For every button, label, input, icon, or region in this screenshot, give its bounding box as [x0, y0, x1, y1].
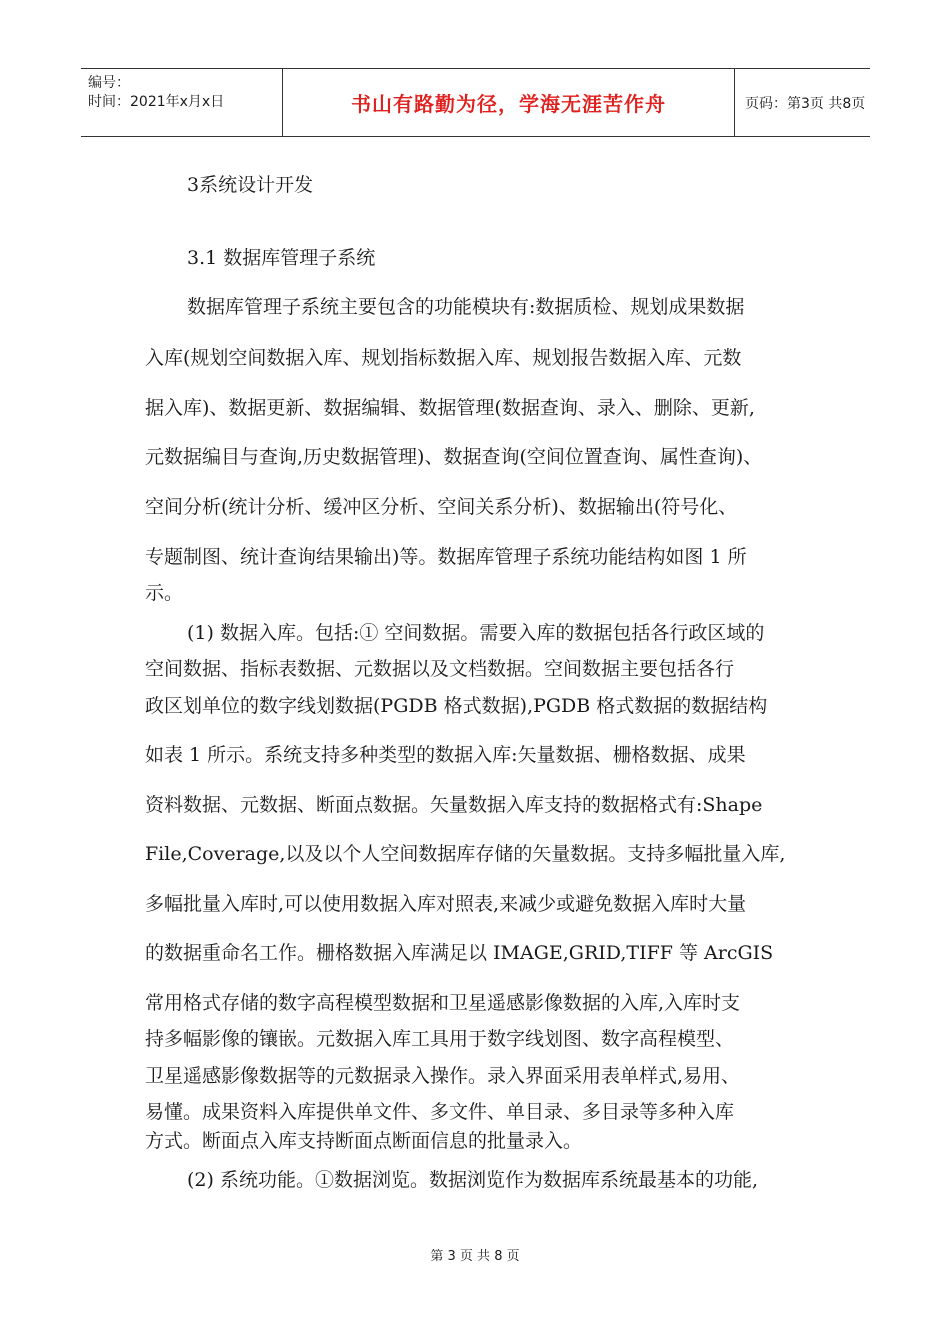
subsection-heading: 3.1 数据库管理子系统	[187, 247, 376, 269]
number-label: 编号：	[88, 75, 130, 91]
page-footer: 第 3 页 共 8 页	[430, 1249, 520, 1264]
section-heading: 3系统设计开发	[187, 174, 314, 196]
paragraph-line: 如表 1 所示。系统支持多种类型的数据入库:矢量数据、栅格数据、成果	[145, 744, 746, 766]
paragraph-line: (2) 系统功能。①数据浏览。数据浏览作为数据库系统最基本的功能,	[187, 1169, 758, 1191]
paragraph-line: File,Coverage,以及以个人空间数据库存储的矢量数据。支持多幅批量入库,	[145, 843, 786, 865]
paragraph-line: 空间数据、指标表数据、元数据以及文档数据。空间数据主要包括各行	[145, 658, 735, 680]
paragraph-line: 资料数据、元数据、断面点数据。矢量数据入库支持的数据格式有:Shape	[145, 794, 763, 816]
paragraph-line: 常用格式存储的数字高程模型数据和卫星遥感影像数据的入库,入库时支	[145, 992, 741, 1014]
paragraph-line: 空间分析(统计分析、缓冲区分析、空间关系分析)、数据输出(符号化、	[145, 496, 738, 518]
paragraph-line: 示。	[145, 582, 184, 604]
paragraph-line: 数据库管理子系统主要包含的功能模块有:数据质检、规划成果数据	[187, 296, 745, 318]
paragraph-line: 易懂。成果资料入库提供单文件、多文件、单目录、多目录等多种入库	[145, 1101, 735, 1123]
paragraph-line: 专题制图、统计查询结果输出)等。数据库管理子系统功能结构如图 1 所	[145, 546, 747, 568]
paragraph-line: 持多幅影像的镶嵌。元数据入库工具用于数字线划图、数字高程模型、	[145, 1028, 735, 1050]
header-page-number: 页码：第3页 共8页	[745, 95, 866, 112]
paragraph-line: 的数据重命名工作。栅格数据入库满足以 IMAGE,GRID,TIFF 等 ArcGIS	[145, 942, 774, 964]
page-header	[81, 68, 870, 137]
header-motto: 书山有路勤为径，学海无涯苦作舟	[282, 69, 735, 136]
date-label: 时间：2021年x月x日	[88, 94, 225, 110]
paragraph-line: (1) 数据入库。包括:① 空间数据。需要入库的数据包括各行政区域的	[187, 622, 765, 644]
paragraph-line: 入库(规划空间数据入库、规划指标数据入库、规划报告数据入库、元数	[145, 347, 742, 369]
paragraph-line: 方式。断面点入库支持断面点断面信息的批量录入。	[145, 1130, 583, 1152]
paragraph-line: 卫星遥感影像数据等的元数据录入操作。录入界面采用表单样式,易用、	[145, 1065, 741, 1087]
paragraph-line: 多幅批量入库时,可以使用数据入库对照表,来减少或避免数据入库时大量	[145, 893, 747, 915]
paragraph-line: 政区划单位的数字线划数据(PGDB 格式数据),PGDB 格式数据的数据结构	[145, 695, 768, 717]
paragraph-line: 据入库)、数据更新、数据编辑、数据管理(数据查询、录入、删除、更新,	[145, 397, 755, 419]
header-meta	[81, 69, 282, 136]
paragraph-line: 元数据编目与查询,历史数据管理)、数据查询(空间位置查询、属性查询)、	[145, 446, 763, 468]
